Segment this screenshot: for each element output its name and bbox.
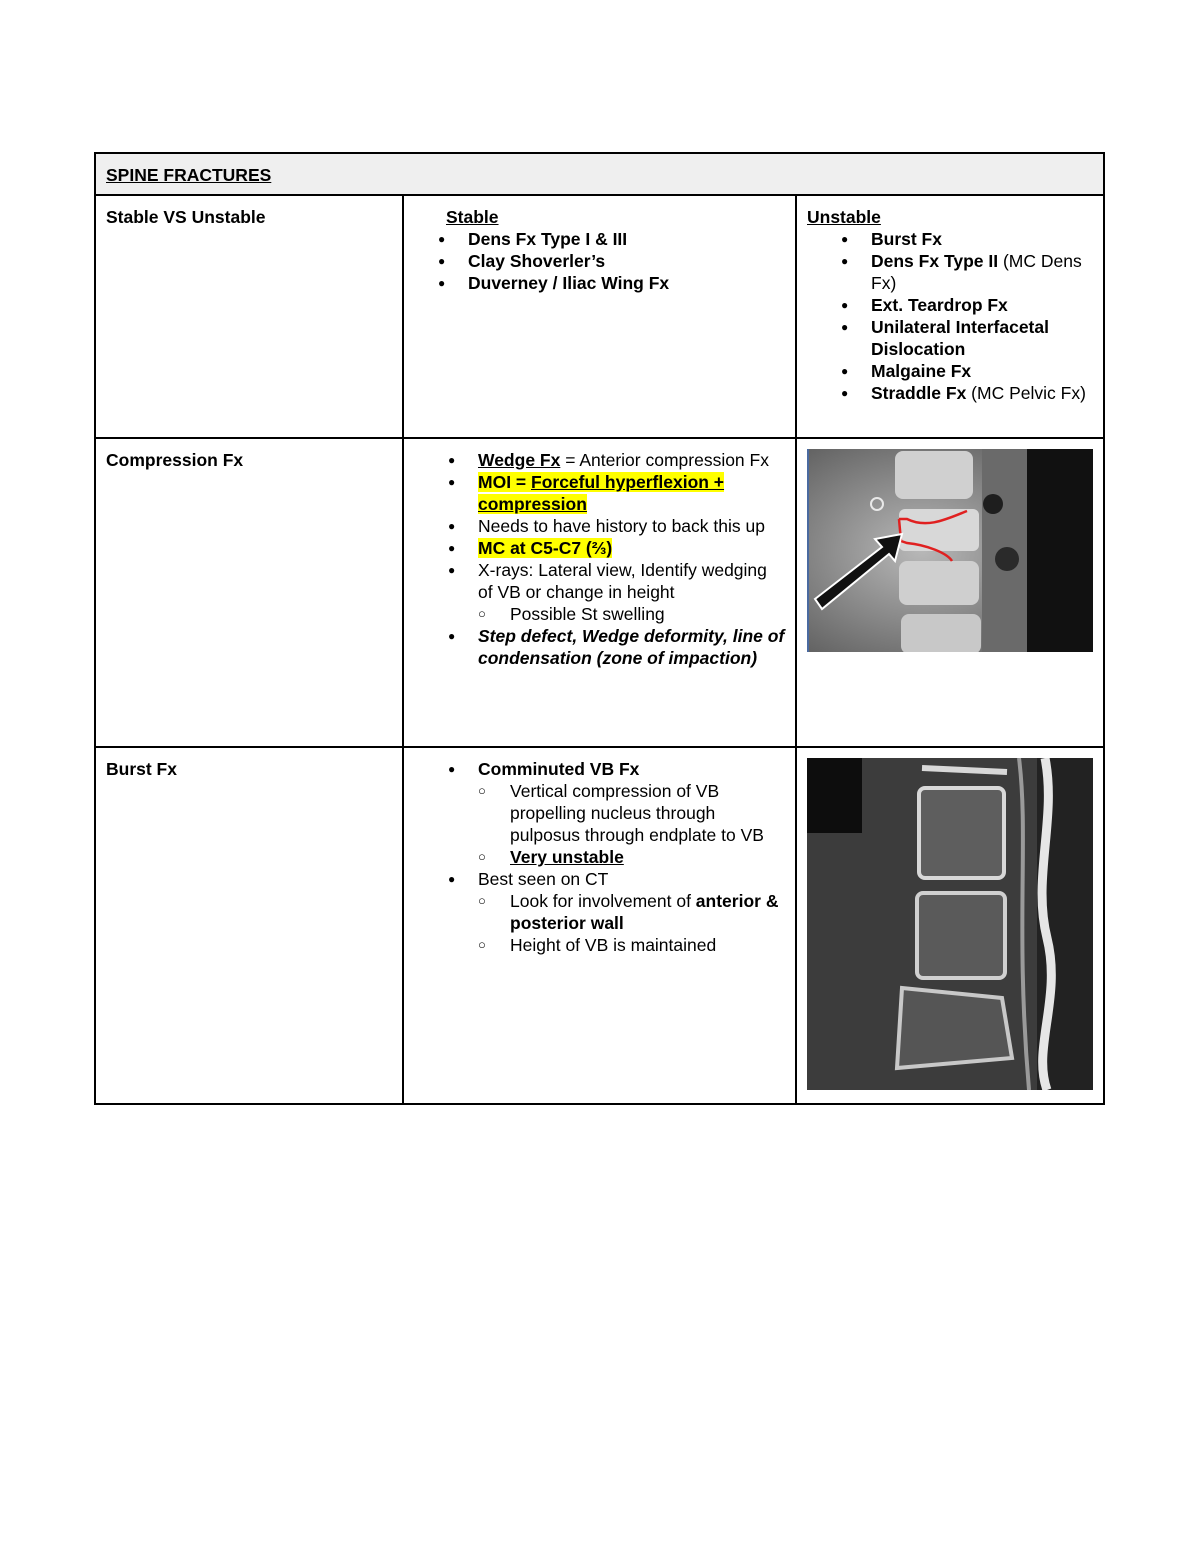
unstable-heading: Unstable	[807, 207, 881, 227]
list-item: ● MC at C5-C7 (⅔)	[446, 537, 785, 559]
unstable-list	[807, 228, 1093, 404]
sub-list	[446, 780, 785, 868]
burst-list	[414, 758, 785, 956]
table-row-stable-vs-unstable	[95, 195, 1104, 438]
list-item: ● Ext. Teardrop Fx	[839, 294, 1093, 316]
list-item: ● Unilateral Interfacetal Dislocation	[839, 316, 1093, 360]
table-row-compression	[95, 438, 1104, 747]
spine-fractures-table	[94, 152, 1105, 1105]
list-item: ● X-rays: Lateral view, Identify wedging of VB or change in height ○ Possible St swelling	[446, 559, 785, 625]
list-item: ● Step defect, Wedge deformity, line of condensation (zone of impaction)	[446, 625, 785, 669]
list-item: ● Comminuted VB Fx ○ Vertical compression of VB propelling nucleus through pulposus through endplate to VB ○ Very unstable	[446, 758, 785, 868]
table-title: SPINE FRACTURES	[106, 165, 272, 185]
list-item: ● Duverney / Iliac Wing Fx	[436, 272, 785, 294]
row-label: Burst Fx	[95, 747, 403, 1104]
sub-list	[446, 890, 785, 956]
compression-list	[414, 449, 785, 669]
list-item: ● Wedge Fx = Anterior compression Fx	[446, 449, 785, 471]
list-item: ● Straddle Fx (MC Pelvic Fx)	[839, 382, 1093, 404]
list-item: ● Burst Fx	[839, 228, 1093, 250]
compression-image-cell	[796, 438, 1104, 747]
stable-column	[403, 195, 796, 438]
table-header-cell	[95, 153, 1104, 195]
row-label: Stable VS Unstable	[95, 195, 403, 438]
sub-list-item: ○ Vertical compression of VB propelling nucleus through pulposus through endplate to VB	[478, 780, 785, 846]
list-item: ● Malgaine Fx	[839, 360, 1093, 382]
stable-list	[404, 228, 785, 294]
list-item: ● Best seen on CT ○ Look for involvement of anterior & posterior wall ○ Height of VB is maintained	[446, 868, 785, 956]
list-item: ● Needs to have history to back this up	[446, 515, 785, 537]
compression-xray-image	[807, 449, 1093, 652]
sub-list-item: ○ Very unstable	[478, 846, 785, 868]
table-row-burst	[95, 747, 1104, 1104]
row-label: Compression Fx	[95, 438, 403, 747]
burst-notes	[403, 747, 796, 1104]
list-item: ● Dens Fx Type II (MC Dens Fx)	[839, 250, 1093, 294]
burst-image-cell	[796, 747, 1104, 1104]
list-item: ● MOI = Forceful hyperflexion + compression	[446, 471, 785, 515]
list-item: ● Dens Fx Type I & III	[436, 228, 785, 250]
sub-list-item: ○ Height of VB is maintained	[478, 934, 785, 956]
sub-list-item: ○ Look for involvement of anterior & posterior wall	[478, 890, 785, 934]
sub-list-item: ○ Possible St swelling	[478, 603, 785, 625]
stable-heading: Stable	[446, 207, 499, 227]
list-item: ● Clay Shoverler’s	[436, 250, 785, 272]
compression-notes	[403, 438, 796, 747]
unstable-column	[796, 195, 1104, 438]
sub-list	[446, 603, 785, 625]
burst-ct-image	[807, 758, 1093, 1090]
